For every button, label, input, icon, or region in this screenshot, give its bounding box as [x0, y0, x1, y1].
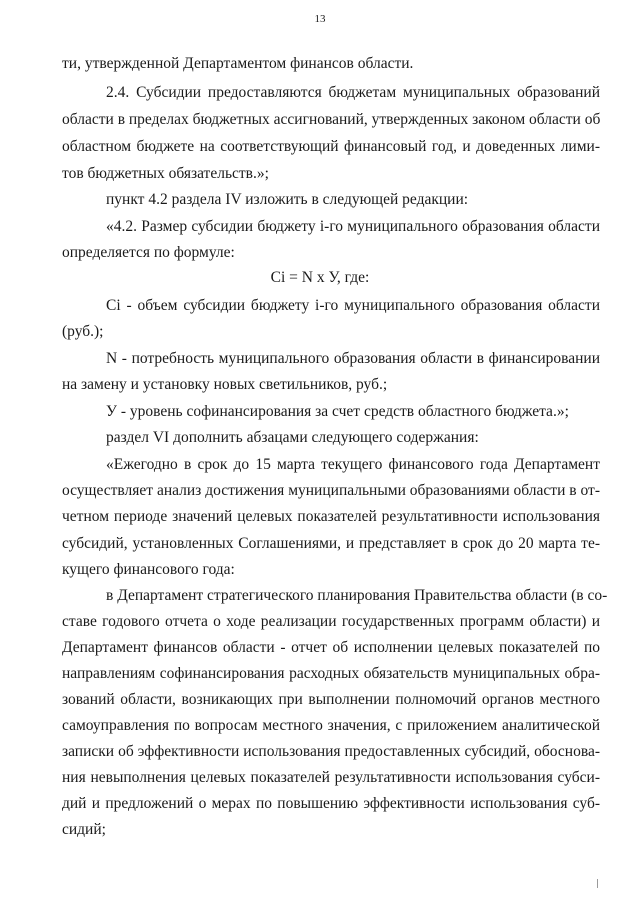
- text-line: записки об эффективности использования предоставленных субсидий, обоснова-: [62, 743, 600, 760]
- text-line: направлениям софинансирования расходных обязательств муниципальных обра-: [62, 665, 600, 682]
- text-line: ставе годового отчета о ходе реализации государственных программ области) и: [62, 613, 600, 630]
- text-line: на замену и установку новых светильников, руб.;: [62, 376, 388, 393]
- text-line: пункт 4.2 раздела IV изложить в следующей редакции:: [106, 191, 469, 208]
- text-line: в Департамент стратегического планирования Правительства области (в со-: [106, 587, 608, 604]
- text-line: «4.2. Размер субсидии бюджету i-го муниципального образования области: [106, 218, 600, 235]
- text-line: сидий;: [62, 821, 106, 838]
- text-line: области в пределах бюджетных ассигнований, утвержденных законом области об: [62, 111, 601, 128]
- text-line: 2.4. Субсидии предоставляются бюджетам муниципальных образований: [106, 84, 600, 101]
- text-line: «Ежегодно в срок до 15 марта текущего финансового года Департамент: [106, 456, 600, 473]
- text-line: У - уровень софинансирования за счет средств областного бюджета.»;: [106, 403, 569, 420]
- text-line: осуществляет анализ достижения муниципальными образованиями области в от-: [62, 482, 600, 499]
- text-line: (руб.);: [62, 323, 104, 340]
- text-line: областном бюджете на соответствующий финансовый год, и доведенных лими-: [62, 138, 600, 155]
- formula: Ci = N x У, где:: [270, 269, 370, 286]
- page-number: 13: [314, 13, 326, 25]
- text-line: ти, утвержденной Департаментом финансов области.: [62, 55, 414, 72]
- text-line: ния невыполнения целевых показателей результативности использования субси-: [62, 769, 600, 786]
- text-line: Ci - объем субсидии бюджету i-го муниципального образования области: [106, 297, 600, 314]
- text-line: субсидий, установленных Соглашениями, и представляет в срок до 20 марта те-: [62, 535, 600, 552]
- text-line: дий и предложений о мерах по повышению эффективности использования суб-: [62, 795, 600, 812]
- text-line: Департамент финансов области - отчет об исполнении целевых показателей по: [62, 639, 600, 656]
- text-line: определяется по формуле:: [62, 244, 235, 261]
- text-line: кущего финансового года:: [62, 561, 235, 578]
- text-line: самоуправления по вопросам местного значения, с приложением аналитической: [62, 717, 600, 734]
- text-line: четном периоде значений целевых показателей результативности использования: [62, 508, 600, 525]
- text-line: раздел VI дополнить абзацами следующего содержания:: [106, 429, 479, 446]
- text-line: N - потребность муниципального образования области в финансировании: [106, 350, 600, 367]
- text-line: тов бюджетных обязательств.»;: [62, 165, 269, 182]
- scan-mark: [597, 879, 598, 888]
- text-line: зований области, возникающих при выполнении полномочий органов местного: [62, 691, 600, 708]
